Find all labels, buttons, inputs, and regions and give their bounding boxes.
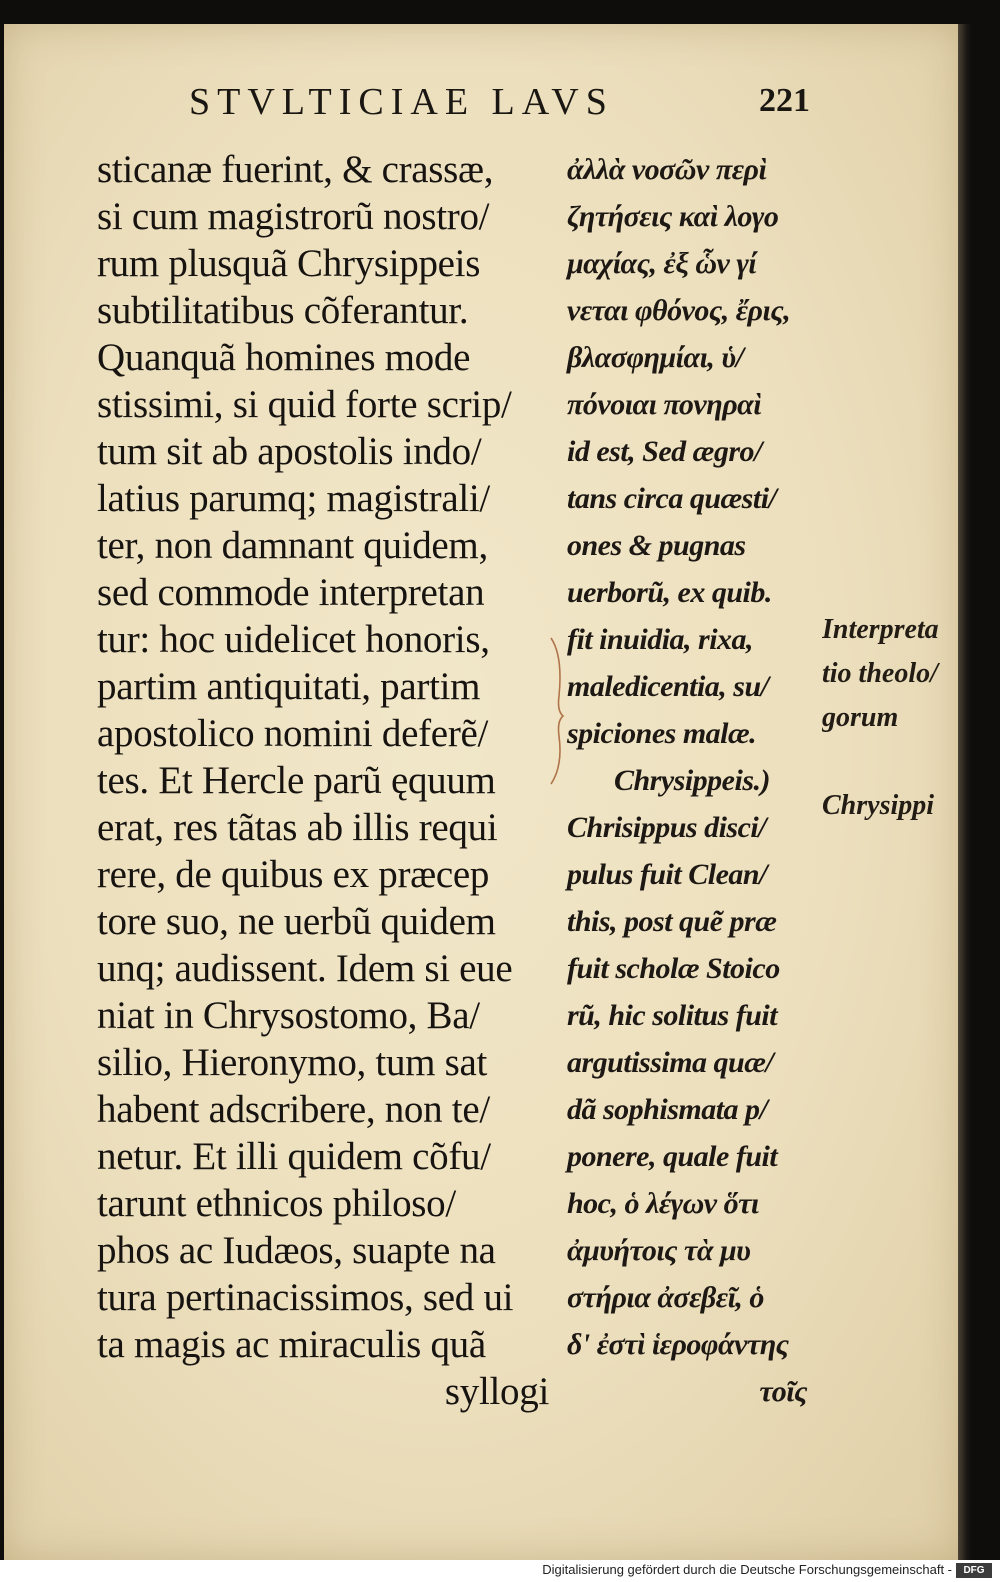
text-line: tarunt ethnicos philoso/ xyxy=(97,1182,456,1225)
gloss-line: spiciones malæ. xyxy=(567,717,757,750)
gloss-line: μαχίας, ἐξ ὧν γί xyxy=(567,247,757,280)
text-line: rum plusquã Chrysippeis xyxy=(97,242,481,285)
text-line: Quanquã homines mode xyxy=(97,336,471,379)
margin-note: Chrysippi xyxy=(822,790,935,821)
text-line: latius parumq; magistrali/ xyxy=(97,477,490,520)
gloss-line: πόνοιαι πονηραὶ xyxy=(567,388,762,421)
gloss-line: στήρια ἀσεβεῖ, ὁ xyxy=(567,1281,764,1314)
bracket-mark xyxy=(547,636,567,786)
footer-bar xyxy=(0,1560,1000,1582)
gloss-line: ἀλλὰ νοσῶν περὶ xyxy=(567,153,767,186)
gloss-column xyxy=(567,146,817,1415)
gloss-line: this, post quẽ præ xyxy=(567,905,777,938)
gloss-line: argutissima quæ/ xyxy=(567,1046,774,1079)
gloss-line: maledicentia, su/ xyxy=(567,670,769,703)
text-line: niat in Chrysostomo, Ba/ xyxy=(97,994,480,1037)
gloss-line: dã sophismata p/ xyxy=(567,1093,768,1126)
marginal-notes xyxy=(822,608,962,828)
text-line: partim antiquitati, partim xyxy=(97,665,481,708)
gloss-line: δ' ἐστὶ ἱεροφάντης xyxy=(567,1328,789,1361)
gloss-line: id est, Sed ægro/ xyxy=(567,435,762,468)
gloss-line: νεται φθόνος, ἔρις, xyxy=(567,294,791,327)
text-line: ta magis ac miraculis quã xyxy=(97,1323,486,1366)
text-line: tur: hoc uidelicet honoris, xyxy=(97,618,490,661)
text-line: netur. Et illi quidem cõfu/ xyxy=(97,1135,491,1178)
margin-note: tio theolo/ xyxy=(822,658,938,689)
gloss-line: Chrisippus disci/ xyxy=(567,811,767,844)
gloss-line: tans circa quæsti/ xyxy=(567,482,777,515)
text-line: tes. Et Hercle parũ ęquum xyxy=(97,759,496,802)
page-number: 221 xyxy=(759,82,810,119)
gloss-line: uerborũ, ex quib. xyxy=(567,576,772,609)
text-line: apostolico nomini deferẽ/ xyxy=(97,712,489,755)
gloss-line: fit inuidia, rixa, xyxy=(567,623,754,656)
text-line: stissimi, si quid forte scrip/ xyxy=(97,383,512,426)
text-line: si cum magistrorũ nostro/ xyxy=(97,195,490,238)
gloss-line: ἀμυήτοις τὰ μυ xyxy=(567,1234,751,1267)
text-line: sticanæ fuerint, & crassæ, xyxy=(97,148,494,191)
text-line: erat, res tãtas ab illis requi xyxy=(97,806,498,849)
gloss-catchword: τοῖς xyxy=(759,1375,807,1408)
running-title: STVLTICIAE LAVS xyxy=(189,81,614,123)
margin-note: gorum xyxy=(822,702,899,733)
funding-credit: Digitalisierung gefördert durch die Deutsche Forschungsgemeinschaft - xyxy=(542,1562,952,1577)
main-text-column xyxy=(97,146,567,1415)
catchword: syllogi xyxy=(444,1370,549,1413)
text-line: subtilitatibus cõferantur. xyxy=(97,289,469,332)
text-line: rere, de quibus ex præcep xyxy=(97,853,490,896)
gloss-line: rũ, hic solitus fuit xyxy=(567,999,778,1032)
gloss-line: pulus fuit Clean/ xyxy=(567,858,767,891)
text-line: habent adscribere, non te/ xyxy=(97,1088,490,1131)
gloss-line: βλασφημίαι, ὑ/ xyxy=(567,341,744,374)
text-line: tura pertinacissimos, sed ui xyxy=(97,1276,514,1319)
text-line: tore suo, ne uerbũ quidem xyxy=(97,900,496,943)
gloss-lemma: Chrysippeis.) xyxy=(613,764,770,797)
text-line: phos ac Iudæos, suapte na xyxy=(97,1229,496,1272)
dfg-logo: DFG xyxy=(956,1563,992,1578)
text-line: silio, Hieronymo, tum sat xyxy=(97,1041,488,1084)
book-page xyxy=(4,24,962,1560)
gloss-line: fuit scholæ Stoico xyxy=(567,952,780,985)
text-line: unq; audissent. Idem si eue xyxy=(97,947,513,990)
gloss-line: ζητήσεις καὶ λογο xyxy=(567,200,779,233)
page-edge-shadow xyxy=(958,24,972,1560)
text-line: ter, non damnant quidem, xyxy=(97,524,488,567)
gloss-line: ponere, quale fuit xyxy=(567,1140,778,1173)
text-line: sed commode interpretan xyxy=(97,571,485,614)
gloss-line: ones & pugnas xyxy=(567,529,746,562)
text-line: tum sit ab apostolis indo/ xyxy=(97,430,482,473)
margin-note: Interpreta xyxy=(822,614,939,645)
gloss-line: hoc, ὁ λέγων ὅτι xyxy=(567,1187,759,1220)
